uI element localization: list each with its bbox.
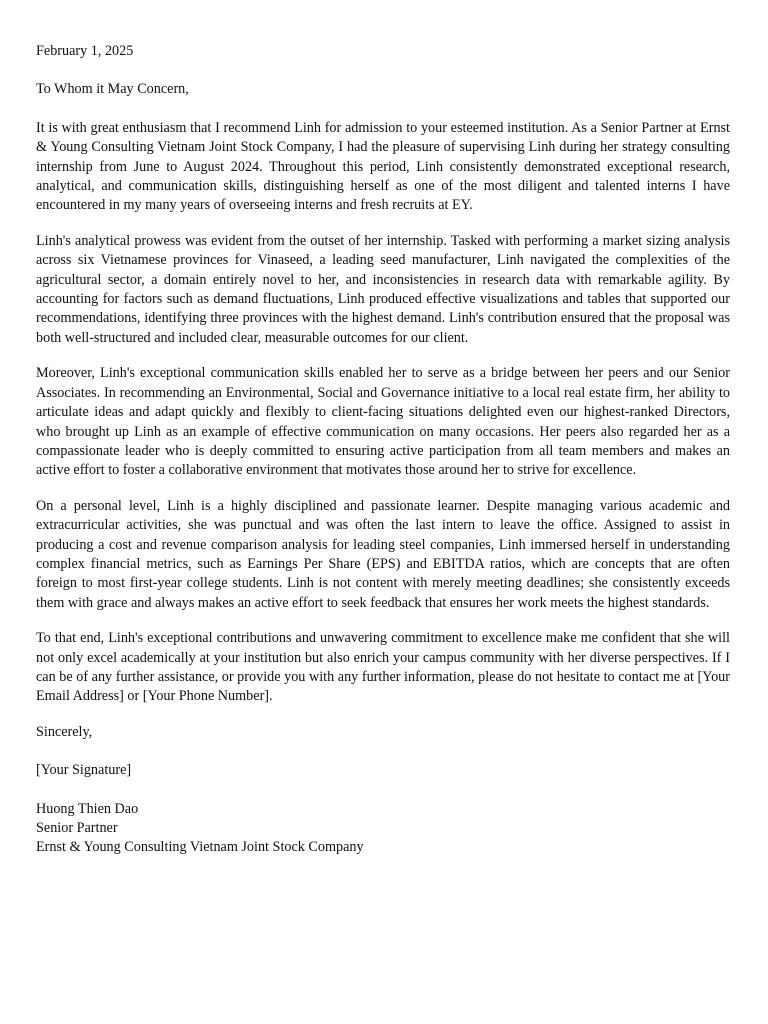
paragraph-personal-qualities: On a personal level, Linh is a highly disciplined and passionate learner. Despite managing various academic and extracurricular activities, she was punctual and was often the last intern to leave the office. Assigned to assist in producing a cost and revenue comparison analysis for leading steel companies, Linh immersed herself in understanding complex financial metrics, such as Earnings Per Share (EPS) and EBITDA ratios, which are concepts that are often foreign to most first-year college students. Linh is not content with merely meeting deadlines; she consistently exceeds them with grace and always makes an active effort to seek feedback that ensures her work meets the highest standards.	[36, 497, 730, 611]
signer-name: Huong Thien Dao	[36, 800, 139, 817]
paragraph-introduction: It is with great enthusiasm that I recommend Linh for admission to your esteemed institution. As a Senior Partner at Ernst & Young Consulting Vietnam Joint Stock Company, I had the pleasure of supervising Linh during her strategy consulting internship from June to August 2024. Throughout this period, Linh consistently demonstrated exceptional research, analytical, and communication skills, distinguishing herself as one of the most diligent and talented interns I have encountered in my many years of overseeing interns and fresh recruits at EY.	[36, 119, 730, 214]
letter-closing: Sincerely,	[36, 723, 93, 740]
letter-page	[36, 42, 730, 858]
signer-block	[36, 800, 730, 858]
paragraph-communication-skills: Moreover, Linh's exceptional communication skills enabled her to serve as a bridge between her peers and our Senior Associates. In recommending an Environmental, Social and Governance initiative to a local real estate firm, her ability to articulate ideas and adapt quickly and flexibly to client-facing situations delighted even our highest-ranked Directors, who brought up Linh as an example of effective communication on many occasions. Her peers also regarded her as a compassionate leader who is deeply committed to ensuring active participation from all team members and makes an active effort to foster a collaborative environment that motivates those around her to strive for excellence.	[36, 365, 730, 479]
signer-company: Ernst & Young Consulting Vietnam Joint Stock Company	[36, 839, 364, 856]
signature-placeholder: [Your Signature]	[36, 762, 132, 779]
letter-date: February 1, 2025	[36, 43, 134, 59]
signer-title: Senior Partner	[36, 820, 118, 836]
paragraph-conclusion: To that end, Linh's exceptional contributions and unwavering commitment to excellence make me confident that she will not only excel academically at your institution but also enrich your campus community with her diverse perspectives. If I can be of any further assistance, or provide you with any further information, please do not hesitate to contact me at [Your Email Address] or [Your Phone Number].	[36, 630, 730, 705]
letter-salutation: To Whom it May Concern,	[36, 81, 189, 98]
paragraph-analytical-skills: Linh's analytical prowess was evident from the outset of her internship. Tasked with performing a market sizing analysis across six Vietnamese provinces for Vinaseed, a leading seed manufacturer, Linh navigated the complexities of the agricultural sector, a domain entirely novel to her, and inconsistencies in research data with remarkable agility. By accounting for factors such as demand fluctuations, Linh produced effective visualizations and tables that supported our recommendations, identifying three provinces with the highest demand. Linh's contribution ensured that the proposal was both well-structured and included clear, measurable outcomes for our client.	[36, 232, 730, 346]
